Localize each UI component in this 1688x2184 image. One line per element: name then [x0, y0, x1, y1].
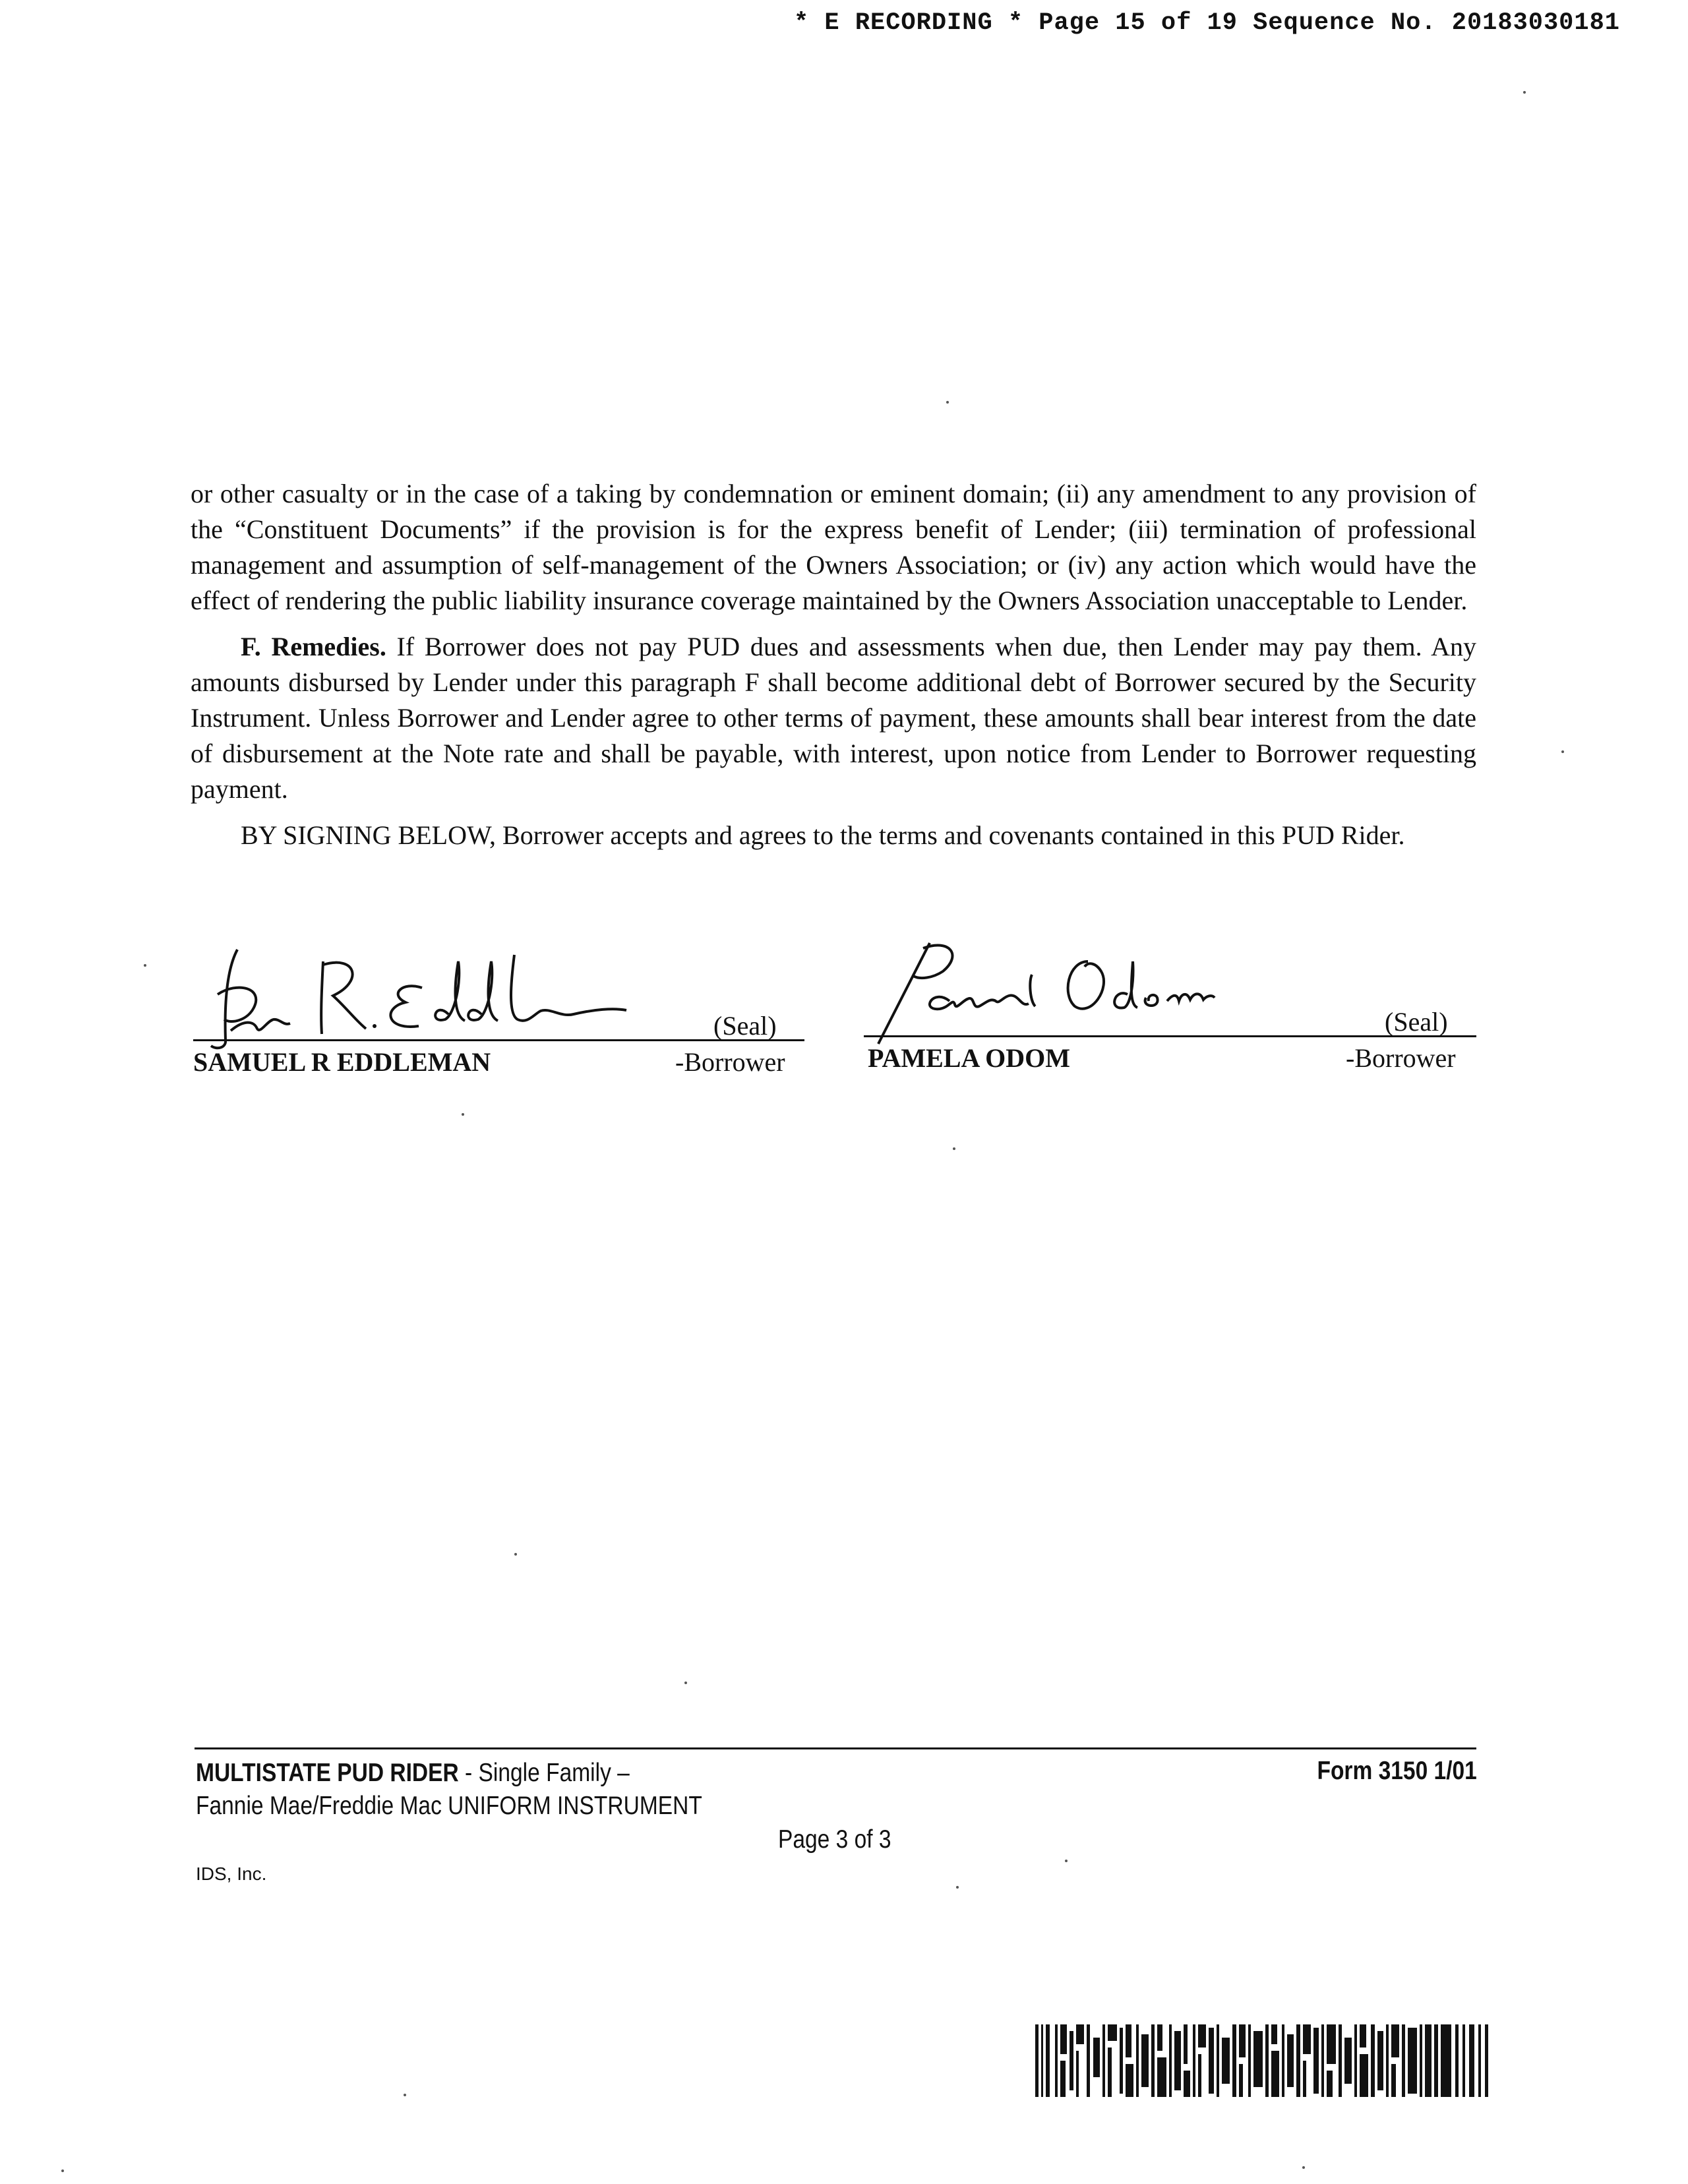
footer-title-line1 [196, 1757, 702, 1790]
paragraph-continuation: or other casualty or in the case of a taking by condemnation or eminent domain; (ii) any amendment to any provision of the “Constituent Documents” if the provision is for the express benefit of Lender; (iii) termination of professional management and assumption of self-management of the Owners Association; or (iv) any action which would have the effect of rendering the public liability insurance coverage maintained by the Owners Association unacceptable to Lender. [191, 479, 1476, 615]
signature-eddleman [191, 942, 640, 1054]
signature-line-left [193, 1039, 804, 1041]
borrower-role-right: -Borrower [1346, 1043, 1456, 1073]
scan-speck [1523, 91, 1526, 94]
footer-form-title [196, 1757, 702, 1823]
footer-form-number: Form 3150 1/01 [1317, 1757, 1477, 1785]
borrower-role-left: -Borrower [675, 1047, 785, 1077]
scan-speck [946, 401, 949, 404]
scan-speck [1302, 2166, 1305, 2169]
scan-speck [514, 1553, 517, 1556]
scan-speck [684, 1682, 687, 1684]
scan-speck [462, 1113, 464, 1116]
recording-stamp: * E RECORDING * Page 15 of 19 Sequence No. 20183030181 [794, 9, 1620, 37]
footer-page-number: Page 3 of 3 [778, 1825, 891, 1854]
scan-speck [404, 2094, 406, 2096]
remedies-heading: F. Remedies. [241, 632, 386, 661]
borrower-name-left: SAMUEL R EDDLEMAN [193, 1047, 491, 1077]
document-body [191, 476, 1476, 864]
scan-speck [61, 2169, 64, 2172]
document-barcode [1035, 2024, 1490, 2097]
scan-speck [953, 1147, 955, 1150]
borrower-name-right: PAMELA ODOM [868, 1043, 1071, 1073]
footer-title-rest: - Single Family – [458, 1759, 630, 1787]
footer-title-bold: MULTISTATE PUD RIDER [196, 1759, 459, 1787]
remedies-text: If Borrower does not pay PUD dues and assessments when due, then Lender may pay them. Any amounts disbursed by Lender under this paragraph F shall become additional debt of Borrower secured by the Security Instrument. Unless Borrower and Lender agree to other terms of payment, these amounts shall bear interest from the date of disbursement at the Note rate and shall be payable, with interest, upon notice from Lender to Borrower requesting payment. [191, 632, 1477, 804]
footer-company: IDS, Inc. [196, 1864, 267, 1884]
signing-statement: BY SIGNING BELOW, Borrower accepts and agrees to the terms and covenants contained in this PUD Rider. [241, 820, 1405, 850]
footer-title-line2: Fannie Mae/Freddie Mac UNIFORM INSTRUMENT [196, 1792, 702, 1820]
footer-rule [195, 1747, 1476, 1749]
seal-label-right: (Seal) [1385, 1007, 1448, 1037]
seal-label-left: (Seal) [713, 1011, 777, 1041]
scan-speck [1561, 750, 1564, 753]
scan-speck [956, 1886, 959, 1889]
scan-speck [1065, 1860, 1068, 1862]
remedies-paragraph [191, 629, 1476, 807]
scan-speck [144, 964, 146, 967]
